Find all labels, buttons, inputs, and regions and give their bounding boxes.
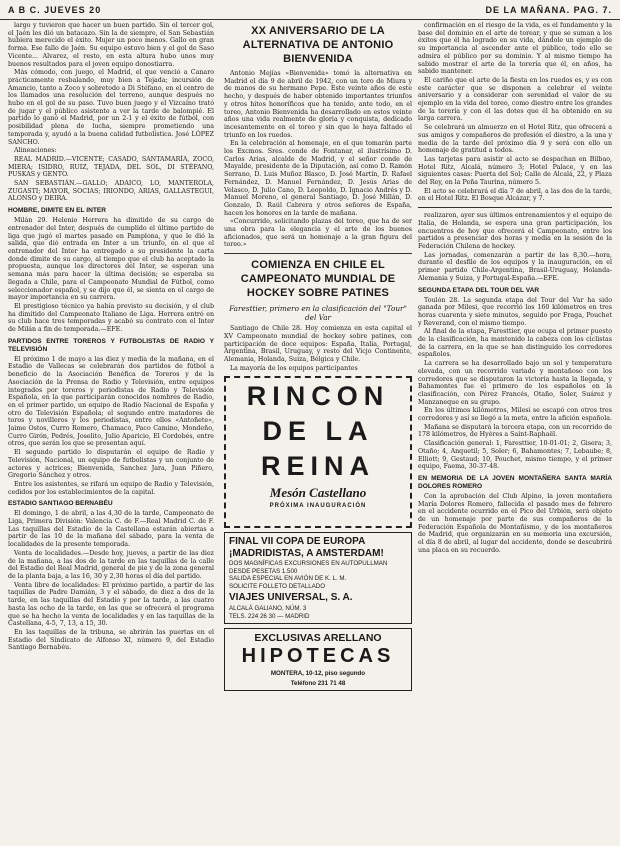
divider [418, 207, 612, 208]
paragraph: largo y tuvieron que hacer un buen partido. Sin el tercer gol, el Jaén les dió un batacazo. Sin la de siempre, el San Sebastián hubiera merecido el éxito. Mujer un poco menos. Gallo en gran forma. Ese fallo de Jaén. Su equipo estuvo bien y el gol de Saso Vicente... Alvarez, el resto, en esta altura hubo unos muy buenos resultados para el joven equipo donostiarra. [8, 22, 214, 68]
ad-arellano-line1: EXCLUSIVAS ARELLANO [254, 632, 382, 645]
ad-final-dest: ¡MADRIDISTAS, A AMSTERDAM! [229, 548, 384, 560]
paragraph: Santiago de Chile 28. Hoy comienza en esta capital el XV Campeonato mundial de hockey sobre patines, con participación de doce equipos: España, Italia, Portugal, Argentina, Brasil, Uruguay, y resto del Vicjo Continente, Alemania, Holanda, Suiza, Bélgica y Chile. [224, 325, 412, 363]
paragraph: Entre los asistentes, se rifará un equipo de Radio y Televisión, cedidos por los establecimientos de la capital. [8, 480, 214, 496]
ad-final-address: ALCALÁ GALIANO, NÚM. 3 [229, 605, 307, 613]
paragraph: El prestigioso técnico ya había previsto su decisión, y el club ha dimitido del Campeonato Italiano de Liga. Herrera entró en su club hace tres temporadas y acabó su contrato con el Inter de Milán a fin de temporada.—EFE. [8, 302, 214, 334]
section-heading: ESTADIO SANTIAGO BERNABÉU [8, 500, 113, 508]
ad-arellano-hipotecas [224, 628, 412, 691]
ad-final-line3: SOLICITE FOLLETO DETALLADO [229, 582, 326, 590]
header-right: DE LA MAÑANA. PAG. 7. [485, 5, 612, 15]
section-heading: HOMBRE, DIMITE EN EL INTER [8, 207, 107, 215]
ad-final-copa-europa [224, 532, 412, 624]
section-heading: PARTIDOS ENTRE TOREROS Y FUTBOLISTAS DE RADIO Y TELEVISIÓN [8, 337, 214, 353]
paragraph: Toulón 28. La segunda etapa del Tour del Var ha sido ganada por Milesi, que recorrió los 160 kilómetros en tres horas cuarenta y siete minutos, seguido por Fraga, Pouchet y Reverand, con el mismo tiempo. [418, 296, 612, 327]
ad-arellano-phone: Teléfono 231 71 48 [290, 680, 346, 688]
paragraph: realizaron, ayer sus últimos entrenamientos y el equipo de Italia, de Holanda, se espera una gran participación, los encuentros de hoy que ofrecerá el Campeonato, entre los partidos a presenciar dos horas y media en la sesión de la Federación Chilena de hockey. [418, 212, 612, 250]
paragraph: Más cómodo, con juego, el Madrid, el que venció a Canaro prácticamente resbalando, muy bien a Tejada; incursión de Amancio, tanto a Zoco y sobretodo a Di Stéfano, en el centro de los llamados una resolución del terreno, aunque después no hubo en el gol de su paso. Tuvo buen juego y el Vizcaíno trató de jugar y el público asistente a ver la tarde de balompié. El partido lo ganó el Madrid, por un 2-1 y el éxito de fútbol, con posibilidad plena de lucha, siempre prometiendo una temporada y, ayudó a la buena calidad futbolística. José LÓPEZ SANCHO. [8, 69, 214, 146]
ad-final-agency: VIAJES UNIVERSAL, S. A. [229, 592, 353, 604]
ad-rincon-line2: DE LA [262, 416, 374, 447]
ad-final-phone: TELS. 224 26 30 — MADRID [229, 612, 310, 620]
paragraph: Venta de localidades.—Desde hoy, jueves, a partir de las diez de la mañana, a las dos de la tarde en las taquillas de la calle del Estadio del Real Madrid, general de pie y de la zona general de la planta baja, a las 16, 30 y 2,30 horas el día del partido. [8, 549, 214, 580]
paragraph: Al final de la etapa, Faresttier, que ocupa el primer puesto de la clasificación, ha mantenido la cabeza con los ciclistas de la carrera, en la que se han distinguido los corredores españoles. [418, 328, 612, 359]
paragraph: Clasificación general: 1, Faresttier, 10-01-01; 2, Gisera; 3, Otaño; 4, Anquetil; 5, Soler; 6, Bahamontes; 7, Lebaube; 8, Elliott; 9, Gestaud; 10, Pouchet, mismo tiempo, y el primer equipo, Faema, 30-37-48. [418, 440, 612, 471]
ad-rincon-line1: RINCON [246, 381, 390, 412]
section-heading: EN MEMORIA DE LA JOVEN MONTAÑERA SANTA MARÍA DOLORES ROMERO [418, 474, 612, 490]
paragraph: El cariño que el arte de la fiesta en los ruedos es, y es con este carácter que se disponen a celebrar el veinte aniversario y a considerar con serenidad el valor de su ejemplo en la vida del toreo, como diestro entre los grandes de la torería y con él las dotes que él ha obtenido en su larga carrera. [418, 76, 612, 123]
article-title-hockey: COMIENZA EN CHILE EL CAMPEONATO MUNDIAL DE HOCKEY SOBRE PATINES [240, 259, 396, 300]
ad-final-title: FINAL VII COPA DE EUROPA [229, 536, 366, 548]
ad-final-body: DOS MAGNÍFICAS EXCURSIONES EN AUTOPULLMAN DESDE PESETAS 1.500 [229, 560, 388, 575]
column-right [418, 22, 612, 842]
paragraph: «Concurrido, solicitando plazas del toreo, que ha de ser una obra para la elegancia y el arte de los buenos aficionados, que será un homenaje a la gran figura del toreo.» [224, 218, 412, 249]
paragraph: confirmación en el riesgo de la vida, es el fundamento y la base del dominio en el arte de torear, y que se suman a los éxitos que él ha logrado en su vida, dándole un ejemplo de su importancia al ascender ante el público, todo ello se admira el público por su dominio. Y al mismo tiempo ha sabido mostrar el arte de la torería que él, en años, ha sabido mantener. [418, 22, 612, 76]
paragraph: El domingo, 1 de abril, a las 4,30 de la tarde, Campeonato de Liga, Primera División: Valencia C. de F.—Real Madrid C. de F. Las taquillas del Estadio de la Castellana estarán abiertas a partir de las 10 de la mañana del sábado, para la venta de localidades de la presente temporada. [8, 510, 214, 549]
ad-rincon-meson: Mesón Castellano [269, 485, 367, 501]
paragraph: La mayoría de los equipos participantes [230, 364, 358, 372]
paragraph: Antonio Mejías «Bienvenida» tomó la alternativa en Madrid el día 9 de abril de 1942, con un toro de Miura y de manos de su hermano Pepe. Este veinte años de este hecho, y después de haber obtenido importantes triunfos y otros hitos honoríficos que ha tenido, ante todo, en el toreo, Antonio Bienvenida ha desarrollado en estos veinte años una vida realmente de gloria y conquista, dedicado incesantemente en el toreo y sin que le haya faltado el triunfo en los ruedos. [224, 70, 412, 139]
paragraph: Mañana se disputará la tercera etapa, con un recorrido de 178 kilómetros, de Hyères a Saint-Raphaël. [418, 423, 612, 439]
column-left [8, 22, 214, 842]
ad-rincon-de-la-reina [224, 376, 412, 528]
paragraph: Con la aprobación del Club Alpino, la joven montañera María Dolores Romero, fallecida el pasado mes de febrero en el accidente ocurrido en el Pico del Urbión, será objeto de un homenaje por parte de sus compañeros de la Federación Española de Montañismo, y de los montañeros de Madrid, que organizarán en su memoria una excursión, el día 8 de abril, al lugar del accidente, donde se descubrirá una placa en su recuerdo. [418, 492, 612, 554]
paragraph: El segundo partido lo disputarán el equipo de Radio y Televisión, Nacional, un equipo de futbolistas y un conjunto de actores y actrices; Bienvenida, Sanchez Jara, Juan Piñero, Gregorio Sánchez y otros. [8, 449, 214, 480]
paragraph: El próximo 1 de mayo a las diez y media de la mañana, en el Estadio de Vallecas se celebrarán dos partidos de fútbol a beneficio de la Asociación Benéfica de Toreros y de la Asociación de la Prensa de Radio y Televisión, entre equipos integrados por toreros y periodistas de Radio y Televisión Española, en la que participarán conocidos nombres de Radio, en el primer partido, un equipo de Radio Nacional de España y otro de Televisión Española; el segundo entre matadores de toros y novilleros y los periodistas, entre ellos «Antoñete», Jaime Ostos, Curro Romero, Chamaco, Paco Camino, Mondeño, Curro Girón, Pedrés, Joselito, Julio Aparicio, El Cordobés, entre otros, que serán los que se presentan aquí. [8, 355, 214, 448]
ad-rincon-line3: REINA [260, 451, 375, 482]
column-center [224, 22, 412, 842]
paragraph: SAN SEBASTIÁN.—GALLO; ADAICO, LO, MANTEROLA, ZUGASTI; MAYOR, SOCIAS; IRIONDO, ARIAS, GALLASTEGUI, ALONSO y DEIRA. [8, 180, 214, 203]
paragraph: Se celebrará un almuerzo en el Hotel Ritz, que ofrecerá a sus amigos y compañeros de profesión el diestro, a la una y media de la tarde del próximo día 9 y será con ello un homenaje de gratitud a todos. [418, 124, 612, 155]
paragraph: Alineaciones: [14, 147, 57, 155]
page-header [0, 0, 620, 20]
article-subtitle: Faresttier, primero en la clasificación del "Tour" del Var [229, 304, 407, 323]
header-left: A B C. JUEVES 20 [8, 5, 102, 15]
section-heading: SEGUNDA ETAPA DEL TOUR DEL VAR [418, 286, 540, 294]
ad-rincon-inauguracion: PRÓXIMA INAUGURACIÓN [269, 503, 367, 510]
paragraph: Milán 29. Helenio Herrera ha dimitido de su cargo de entrenador del Inter, después de cumplido el último partido de liga que jugó el martes pasado en Pamplona, y que le dió la salida, que dió entrada en Inter a un triunfo, en el que el entrenador del Inter ha entregado a su presidente la carta donde dimite de su cargo, al tiempo que el club ha aceptado la propuesta, aunque los directores del Inter, se esperan una semana más para hacer la última decisión; se esperaba su llegada a Chile, para el Campeonato Mundial de Fútbol, como seleccionador español, y se dijo que él, se sienta en el cargo de mayor importancia en su carrera. [8, 217, 214, 302]
paragraph: Las jornadas, comenzarán a partir de las 8,30.—hora, durante el desfile de los equipos y la inauguración, en el primer partido Chile-Argentina, Brasil-Uruguay, Holanda-Alemania y Suiza, y Portugal-España.—EFE. [418, 251, 612, 282]
paragraph: Venta libre de localidades: El próximo partido, a partir de las taquillas de Padre Damián, 3 y el sábado, de diez a dos de la tarde, en las taquillas del Estadio y por la tarde, a las cuatro hasta las ocho de la tarde, en las que se ofrecerá el programa que se ha hecho la venta de localidades y en las taquillas de la Castellana, 4-5, 7, 13, a 15, 30. [8, 581, 214, 628]
paragraph: Las tarjetas para asistir al acto se despachan en Bilbao, Hotel Ritz, Alcalá, número 3; Hotel Palace, y en las siguientes casas: Puerta del Sol; Calle de Alcalá, 22, y Plaza del Rey, en la Peña Taurina, número 5. [418, 155, 612, 187]
paragraph: En los últimos kilómetros, Milesi se escapó con otros tres corredores y así se llegó a la meta, entre la afición española. [418, 407, 612, 423]
divider [224, 253, 412, 254]
paragraph: REAL MADRID.—VICENTE; CASADO, SANTAMARÍA, ZOCO, MIERA; ISIDRO, RUIZ, TEJADA, DEL SOL, DI STÉFANO, PUSKAS y GENTO. [8, 155, 214, 179]
article-title-aniversario: XX ANIVERSARIO DE LA ALTERNATIVA DE ANTONIO BIENVENIDA [242, 25, 394, 65]
ad-arellano-line2: HIPOTECAS [241, 645, 395, 668]
ad-arellano-address: MONTERA, 10-12, piso segundo [270, 670, 366, 678]
paragraph: En las taquillas de la tribuna, se abrirán las puertas en el Estadio del Sindicato de Alfonso XI, número 9, del Estadio Santiago Bernabéu. [8, 628, 214, 652]
paragraph: El acto se celebrará el día 7 de abril, a las dos de la tarde, en el Hotel Ritz. El Bosque Alcázar, y 7. [418, 187, 612, 203]
ad-final-line2: SALIDA ESPECIAL EN AVIÓN DE K. L. M. [229, 575, 347, 583]
paragraph: En la celebración al homenaje, en el que tomarán parte los Excmos. Sres. conde de Fontanar, el ilustrísimo D. Carlos Arias, alcalde de Madrid, y el señor conde de Mayalde, presidente de la Diputación, así como D. Ramón Serrano, D. Luis Muñoz Blasco, D. José Martín, D. Rafael Fernández, D. Manuel Fernández, D. Jesús Arias de Velasco, D. Julio Cano, D. Leopoldo, D. Ignacio Andrés y D. Manuel Moreno, el general Santiago, D. José Millán, D. Gonzalo, D. Raúl Cabrera y otros señores de España, hacen los honores en la tarde de mañana. [224, 140, 412, 217]
paragraph: La carrera se ha desarrollado bajo un sol y temperatura elevada, con un recorrido variado y montañoso con los corredores que se disputaron la victoria hasta la llegada, y Bahamontes fue el primero de los españoles en la clasificación, con Pérez Francés, Otaño, Soler, Suárez y Manzaneque en su grupo. [418, 360, 612, 406]
